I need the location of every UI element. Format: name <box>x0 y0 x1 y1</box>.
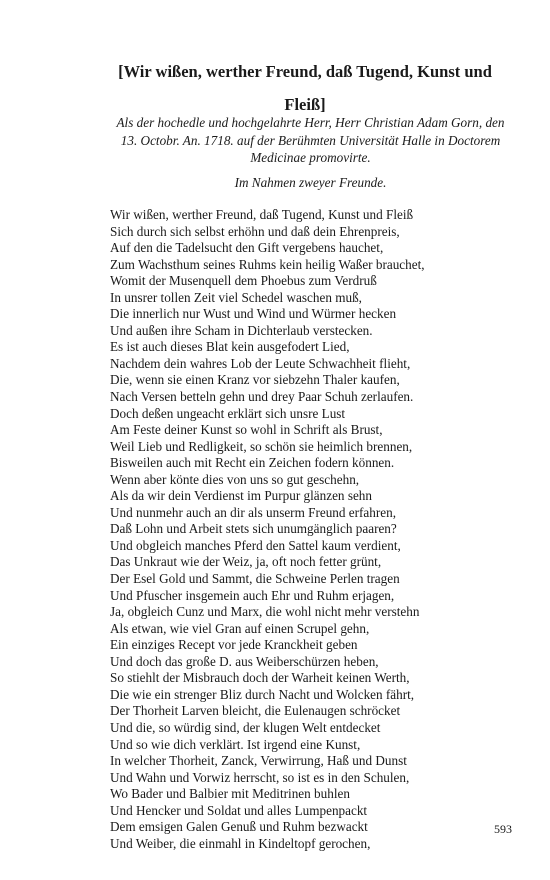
poem-line: Als etwan, wie viel Gran auf einen Scrupel gehn, <box>110 620 370 636</box>
poem-line: Bisweilen auch mit Recht ein Zeichen fodern können. <box>110 455 395 471</box>
poem-line: Der Thorheit Larven bleicht, die Eulenaugen schröcket <box>110 703 401 719</box>
poem-line: Die innerlich nur Wust und Wind und Würmer hecken <box>110 306 397 322</box>
poem-line: Als da wir dein Verdienst im Purpur glänzen sehn <box>110 488 372 504</box>
poem-body <box>110 207 520 852</box>
poem-line: Daß Lohn und Arbeit stets sich unumgänglich paaren? <box>110 521 397 537</box>
poem-title: [Wir wißen, werther Freund, daß Tugend, Kunst und Fleiß] <box>118 62 492 114</box>
poem-line: Die, wenn sie einen Kranz vor siebzehn Thaler kaufen, <box>110 372 400 388</box>
poem-line: Und Wahn und Vorwiz herrscht, so ist es in den Schulen, <box>110 769 410 785</box>
poem-line: Der Esel Gold und Sammt, die Schweine Perlen tragen <box>110 571 400 587</box>
poem-line: Das Unkraut wie der Weiz, ja, oft noch fetter grünt, <box>110 554 382 570</box>
poem-line: Zum Wachsthum seines Ruhms kein heilig Waßer brauchet, <box>110 256 425 272</box>
poem-line: Und nunmehr auch an dir als unserm Freund erfahren, <box>110 504 397 520</box>
poem-line: Womit der Musenquell dem Phoebus zum Verdruß <box>110 273 377 289</box>
poem-line: Nach Versen betteln gehn und drey Paar Schuh zerlaufen. <box>110 389 414 405</box>
poem-line: Wenn aber könte dies von uns so gut geschehn, <box>110 471 360 487</box>
poem-line: In unsrer tollen Zeit viel Schedel waschen muß, <box>110 289 362 305</box>
poem-line: Ein einziges Recept vor jede Kranckheit geben <box>110 637 358 653</box>
poem-line: Am Feste deiner Kunst so wohl in Schrift als Brust, <box>110 422 383 438</box>
poem-line: In welcher Thorheit, Zanck, Verwirrung, Haß und Dunst <box>110 753 407 769</box>
poem-line: Doch deßen ungeacht erklärt sich unsre Lust <box>110 405 346 421</box>
poem-line: Und obgleich manches Pferd den Sattel kaum verdient, <box>110 537 401 553</box>
poem-line: Ja, obgleich Cunz und Marx, die wohl nicht mehr verstehn <box>110 604 420 620</box>
poem-subtitle: Im Nahmen zweyer Freunde. <box>234 175 387 190</box>
poem-line: Und so wie dich verklärt. Ist irgend eine Kunst, <box>110 736 361 752</box>
poem-line: Und doch das große D. aus Weiberschürzen heben, <box>110 653 379 669</box>
poem-line: Weil Lieb und Redligkeit, so schön sie heimlich brennen, <box>110 438 413 454</box>
poem-line: Wo Bader und Balbier mit Meditrinen buhlen <box>110 786 350 802</box>
poem-line: Sich durch sich selbst erhöhn und daß dein Ehrenpreis, <box>110 223 400 239</box>
poem-line: So stiehlt der Misbrauch doch der Warheit keinen Werth, <box>110 670 410 686</box>
poem-line: Und die, so würdig sind, der klugen Welt entdecket <box>110 719 381 735</box>
dedication-text: Als der hochedle und hochgelahrte Herr, Herr Christian Adam Gorn, den 13. Octobr. An. 1718. auf der Berühmten Universität Halle in Doctorem Medicinae promovirte. <box>116 115 505 165</box>
poem-line: Nachdem dein wahres Lob der Leute Schwachheit flieht, <box>110 355 411 371</box>
poem-line: Und außen ihre Scham in Dichterlaub verstecken. <box>110 322 373 338</box>
poem-line: Dem emsigen Galen Genuß und Ruhm bezwackt <box>110 819 368 835</box>
poem-line: Es ist auch dieses Blat kein ausgefodert Lied, <box>110 339 350 355</box>
poem-line: Und Hencker und Soldat und alles Lumpenpackt <box>110 802 368 818</box>
poem-line: Auf den die Tadelsucht den Gift vergebens hauchet, <box>110 240 384 256</box>
poem-line: Und Pfuscher insgemein auch Ehr und Ruhm erjagen, <box>110 587 395 603</box>
poem-line: Und Weiber, die einmahl in Kindeltopf gerochen, <box>110 835 371 851</box>
poem-line: Wir wißen, werther Freund, daß Tugend, Kunst und Fleiß <box>110 207 414 222</box>
poem-line: Die wie ein strenger Bliz durch Nacht und Wolcken fährt, <box>110 686 415 702</box>
page-number: 593 <box>494 822 512 836</box>
